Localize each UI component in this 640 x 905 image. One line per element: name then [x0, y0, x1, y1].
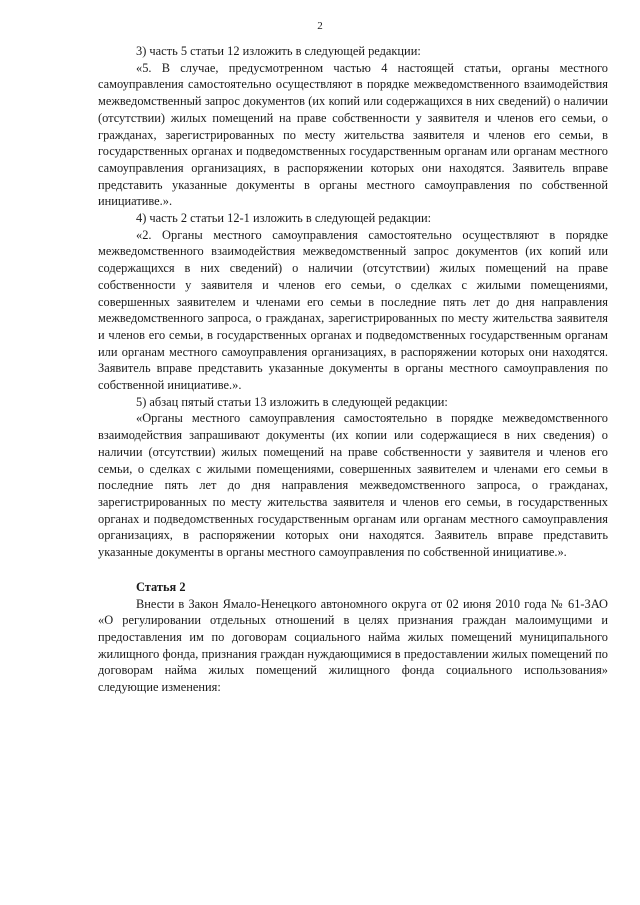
paragraph-part2-text: «2. Органы местного самоуправления самостоятельно осуществляют в порядке межведомственного взаимодействия межведомственный запрос документов (их копий или содержащихся в них сведений) о наличии (отсутствии) жилых помещений на праве собственности у заявителя и членов его семьи, о сделках с жилыми помещениями, совершенных заявителем и членами его семьи в последние пять лет до дня направления межведомственного запроса, о гражданах, зарегистрированных по месту жительства заявителя и членов его семьи, в государственных органах и подведомственных государственным органам или органам местного самоуправления организациях, в распоряжении которых они находятся. Заявитель вправе представить указанные документы в органы местного самоуправления по собственной инициативе.». — [98, 227, 608, 393]
section-gap — [98, 561, 608, 579]
document-body — [98, 43, 608, 696]
paragraph-amend-3: 3) часть 5 статьи 12 изложить в следующей редакции: — [136, 44, 421, 58]
page-number: 2 — [317, 20, 323, 32]
paragraph-amend-4: 4) часть 2 статьи 12-1 изложить в следующей редакции: — [136, 211, 432, 226]
paragraph-article2-text: Внести в Закон Ямало-Ненецкого автономного округа от 02 июня 2010 года № 61-ЗАО «О регулировании отдельных отношений в целях признания граждан малоимущими и предоставления им по договорам социального найма жилых помещений муниципального жилищного фонда, признания граждан нуждающимися в предоставлении жилых помещений по договорам найма жилых помещений жилищного фонда социального использования» следующие изменения: — [98, 596, 608, 695]
paragraph-part5-text: «5. В случае, предусмотренном частью 4 настоящей статьи, органы местного самоуправления самостоятельно осуществляют в порядке межведомственного взаимодействия межведомственный запрос документов (их копий или содержащихся в них сведений) о наличии (отсутствии) жилых помещений на праве собственности у заявителя и членов его семьи, о гражданах, зарегистрированных по месту жительства заявителя и членов его семьи, в государственных органах и подведомственных государственным органам или органам местного самоуправления организациях, в распоряжении которых они находятся. Заявитель вправе представить указанные документы в органы местного самоуправления по собственной инициативе.». — [98, 60, 608, 209]
article-heading: Статья 2 — [136, 579, 186, 594]
paragraph-amend-5: 5) абзац пятый статьи 13 изложить в следующей редакции: — [136, 394, 448, 409]
paragraph-article13-text: «Органы местного самоуправления самостоятельно в порядке межведомственного взаимодействия запрашивают документы (их копии или содержащиеся в них сведения) о наличии (отсутствии) жилых помещений на праве собственности у заявителя и членов его семьи, о сделках с жилыми помещениями, совершенных заявителем и членами его семьи в последние пять лет до дня направления межведомственного запроса, о гражданах, зарегистрированных по месту жительства заявителя и членов его семьи, в государственных органах и подведомственных государственным органам или органам местного самоуправления организациях, в распоряжении которых они находятся. Заявитель вправе представить указанные документы в органы местного самоуправления по собственной инициативе.». — [98, 411, 608, 560]
